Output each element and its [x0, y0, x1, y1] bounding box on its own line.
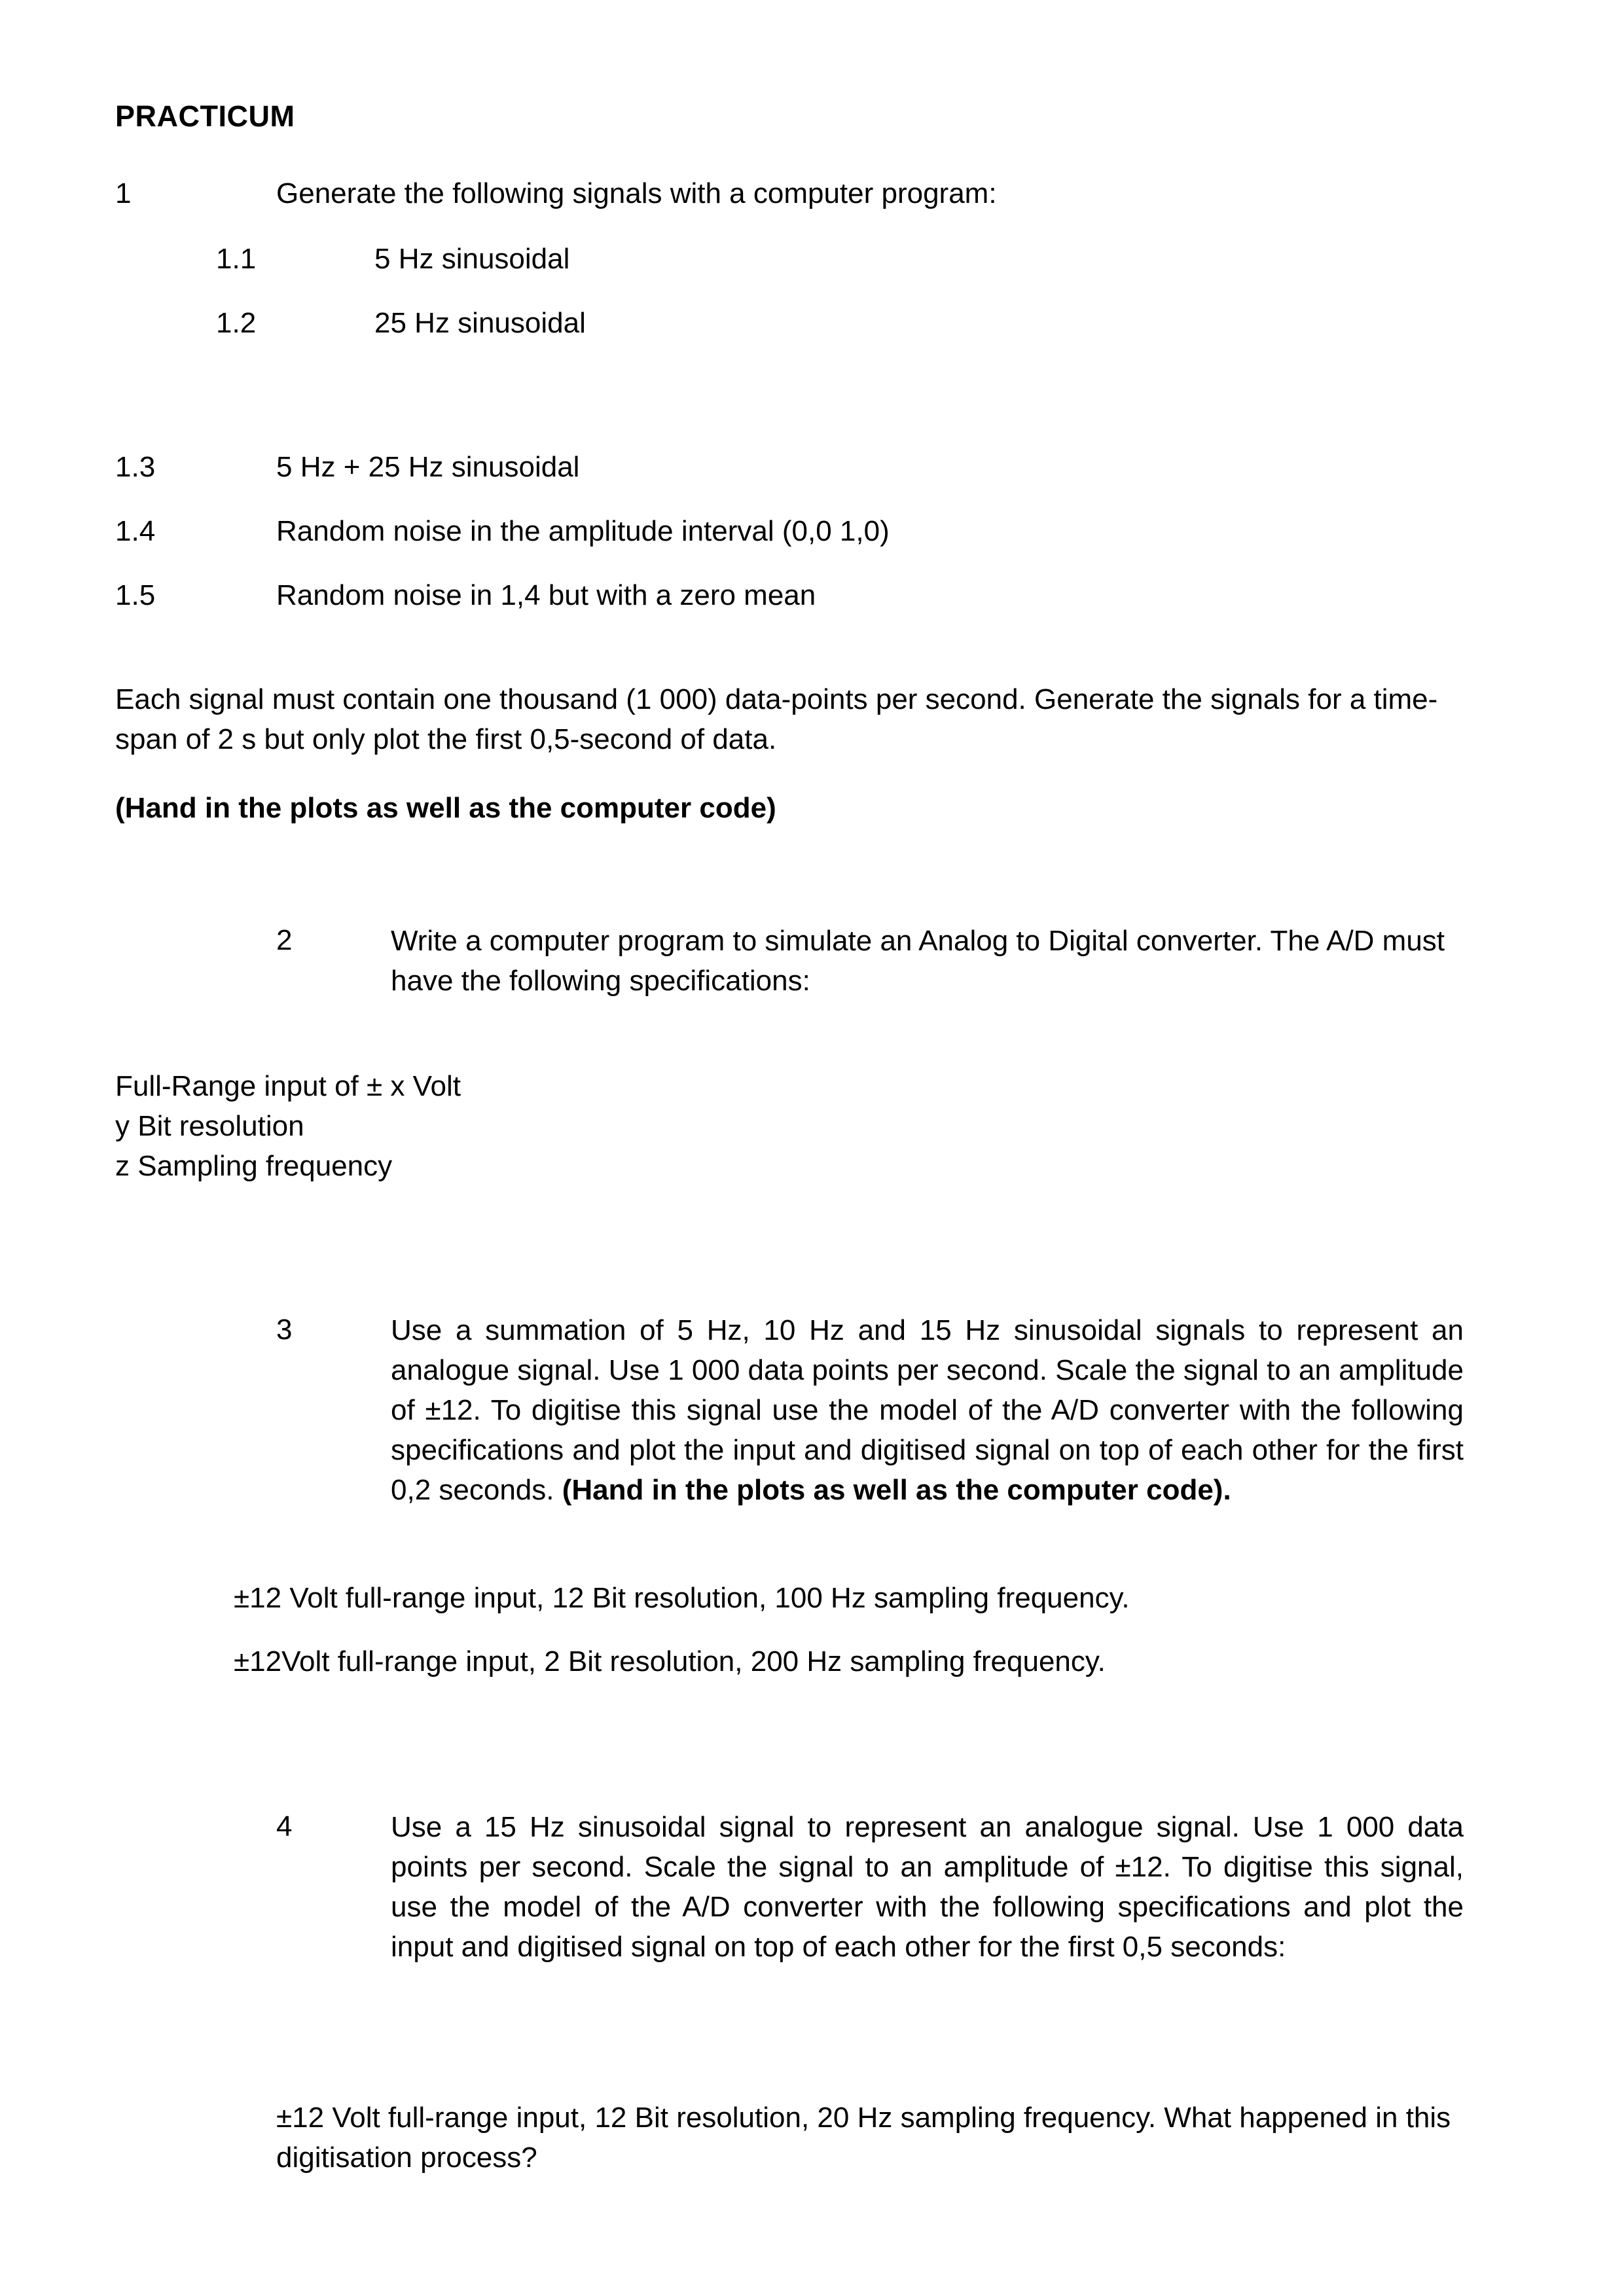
list-item-2 [276, 921, 1464, 1001]
list-item-4 [276, 1807, 1464, 1967]
item-3-text-bold: (Hand in the plots as well as the computer code). [562, 1474, 1231, 1506]
spec-12bit-20hz: ±12 Volt full-range input, 12 Bit resolution, 20 Hz sampling frequency. What happened in this digitisation process? [276, 2102, 1451, 2174]
item-2-text: Write a computer program to simulate an Analog to Digital converter. The A/D must have the following specifications: [391, 925, 1445, 997]
spec-sampling-frequency: z Sampling frequency [115, 1150, 393, 1182]
paragraph-signal-requirements: Each signal must contain one thousand (1 000) data-points per second. Generate the signals for a time-span of 2 s but only plot the first 0,5-second of data. [115, 683, 1438, 755]
item-1-4-number: 1.4 [115, 515, 156, 547]
item-1-text: Generate the following signals with a computer program: [276, 177, 997, 209]
item-3-number: 3 [276, 1314, 293, 1346]
page-title: PRACTICUM [115, 99, 295, 133]
item-1-5-text: Random noise in 1,4 but with a zero mean [276, 579, 816, 611]
spec-12bit-100hz: ±12 Volt full-range input, 12 Bit resolution, 100 Hz sampling frequency. [234, 1582, 1130, 1614]
list-item-1 [115, 174, 1464, 213]
list-item-1-2 [216, 304, 1464, 343]
item-1-2-number: 1.2 [216, 307, 257, 339]
item-2-number: 2 [276, 924, 293, 956]
spec-bit-resolution: y Bit resolution [115, 1110, 304, 1142]
item-1-4-text: Random noise in the amplitude interval (0,0 1,0) [276, 515, 890, 547]
list-item-3 [276, 1310, 1464, 1510]
list-item-1-5 [115, 576, 1464, 615]
item-1-number: 1 [115, 177, 132, 209]
spec-full-range: Full-Range input of ± x Volt [115, 1070, 461, 1102]
item-1-2-text: 25 Hz sinusoidal [374, 307, 586, 339]
hand-in-note: (Hand in the plots as well as the computer code) [115, 792, 776, 824]
item-4-text: Use a 15 Hz sinusoidal signal to represent an analogue signal. Use 1 000 data points per second. Scale the signal to an amplitude of ±12. To digitise this signal, use the model of the A/D converter with the following specifications and plot the input and digitised signal on top of each other for the first 0,5 seconds: [391, 1811, 1464, 1963]
item-1-1-text: 5 Hz sinusoidal [374, 243, 570, 275]
item-4-number: 4 [276, 1810, 293, 1842]
item-1-5-number: 1.5 [115, 579, 156, 611]
spec-2bit-200hz: ±12Volt full-range input, 2 Bit resolution, 200 Hz sampling frequency. [234, 1645, 1106, 1677]
list-item-1-3 [115, 448, 1464, 487]
item-1-3-text: 5 Hz + 25 Hz sinusoidal [276, 451, 580, 483]
item-1-1-number: 1.1 [216, 243, 257, 275]
item-1-3-number: 1.3 [115, 451, 156, 483]
list-item-1-1 [216, 240, 1464, 279]
item-3-text-normal: Use a summation of 5 Hz, 10 Hz and 15 Hz sinusoidal signals to represent an analogue signal. Use 1 000 data points per second. Scale the signal to an amplitude of ±12. To digitise this signal use the model of the A/D converter with the following specifications and plot the input and digitised signal on top of each other for the first 0,2 seconds. [391, 1314, 1464, 1506]
item-3-text [391, 1310, 1464, 1510]
list-item-1-4 [115, 512, 1464, 551]
